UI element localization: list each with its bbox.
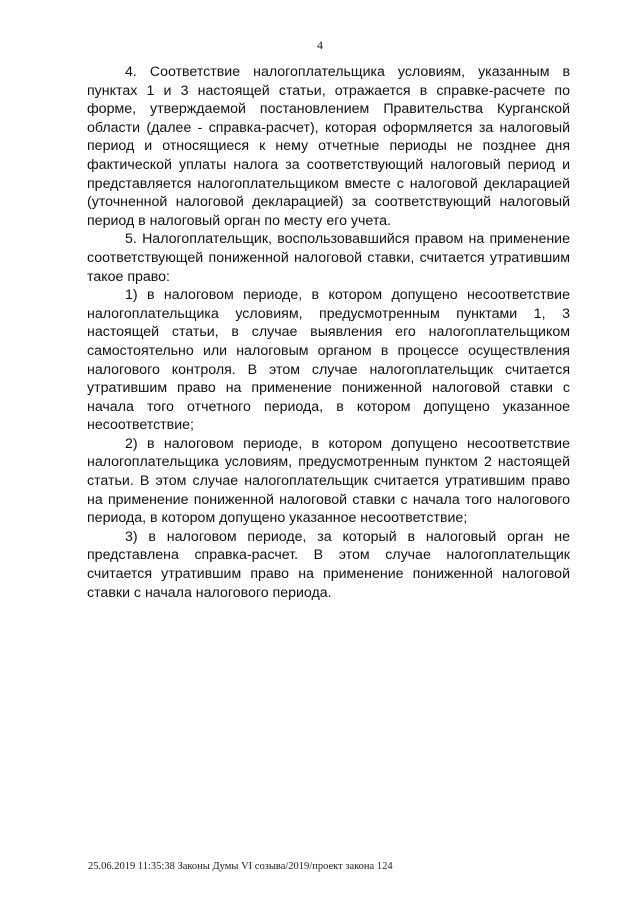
paragraph-5-item-2: 2) в налоговом периоде, в котором допущено несоответствие налогоплательщика условиям, предусмотренным пунктом 2 настоящей статьи. В этом случае налогоплательщик считается утратившим право на применение пониженной налоговой ставки с начала того налогового периода, в котором допущено указанное несоответствие; <box>87 435 570 527</box>
page-number: 4 <box>317 38 323 52</box>
paragraph-5: 5. Налогоплательщик, воспользовавшийся правом на применение соответствующей пониженной налоговой ставки, считается утратившим такое право: <box>87 231 570 285</box>
paragraph-5-item-1: 1) в налоговом периоде, в котором допущено несоответствие налогоплательщика условиям, предусмотренным пунктами 1, 3 настоящей статьи, в случае выявления его налогоплательщиком самостоятельно или налоговым органом в процессе осуществления налогового контроля. В этом случае налогоплательщик считается утратившим право на применение пониженной налоговой ставки с начала того отчетного периода, в котором допущено указанное несоответствие; <box>87 287 570 434</box>
paragraph-5-item-3: 3) в налоговом периоде, за который в налоговый орган не представлена справка-расчет. В этом случае налогоплательщик считается утратившим право на применение пониженной налоговой ставки с начала налогового периода. <box>87 528 570 601</box>
footer-path: 25.06.2019 11:35:38 Законы Думы VI созыва/2019/проект закона 124 <box>88 861 393 872</box>
document-body <box>87 63 570 602</box>
paragraph-4: 4. Соответствие налогоплательщика условиям, указанным в пунктах 1 и 3 настоящей статьи, отражается в справке-расчете по форме, утверждаемой постановлением Правительства Курганской области (далее - справка-расчет), которая оформляется за налоговый период и относящиеся к нему отчетные периоды не позднее дня фактической уплаты налога за соответствующий налоговый период и представляется налогоплательщиком вместе с налоговой декларацией (уточненной налоговой декларацией) за соответствующий налоговый период в налоговый орган по месту его учета. <box>87 64 570 229</box>
